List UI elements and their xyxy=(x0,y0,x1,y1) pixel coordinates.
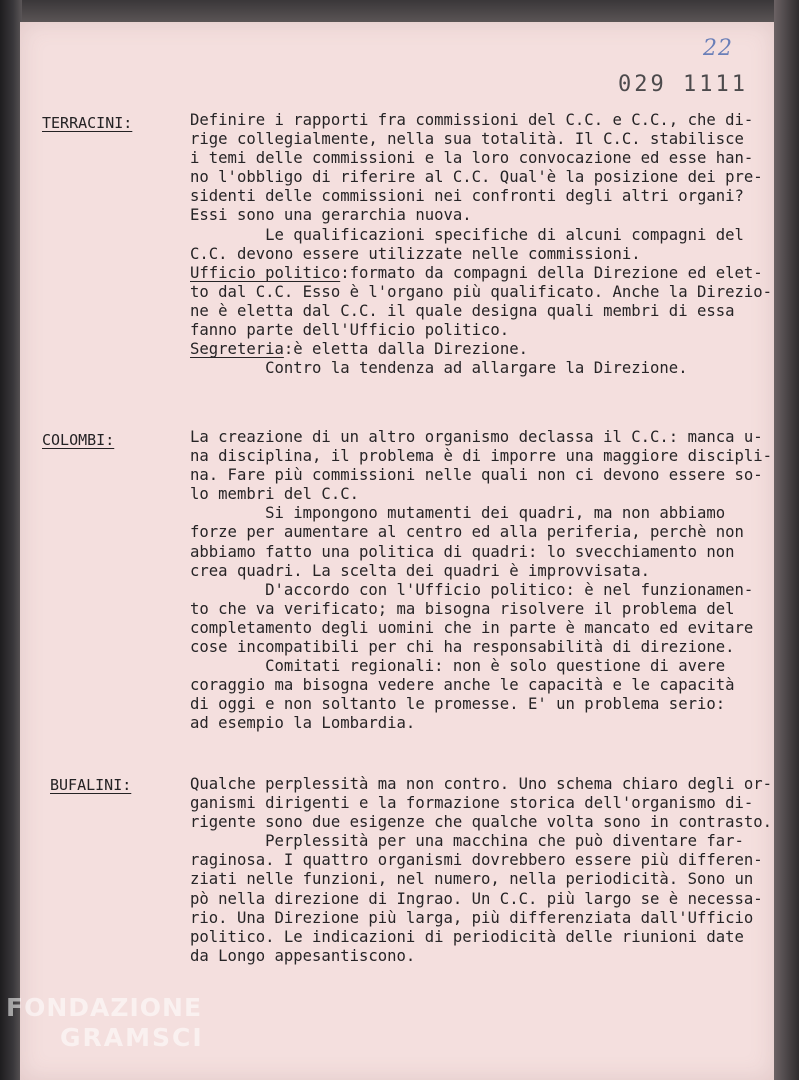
text-line: politico. Le indicazioni di periodicità delle riunioni date xyxy=(190,927,744,946)
text-line: abbiamo fatto una politica di quadri: lo svecchiamento non xyxy=(190,542,735,561)
handwritten-page-number: 22 xyxy=(703,36,733,61)
document-number: 029 1111 xyxy=(618,72,748,97)
text-line: completamento degli uomini che in parte è mancato ed evitare xyxy=(190,618,754,637)
text-line: Le qualificazioni specifiche di alcuni compagni del xyxy=(190,225,744,244)
speaker-bufalini: BUFALINI: xyxy=(50,776,132,794)
text-line: Contro la tendenza ad allargare la Direzione. xyxy=(190,359,688,378)
text-line: sidenti delle commissioni nei confronti degli altri organi? xyxy=(190,187,744,206)
ufficio-politico-label: Ufficio politico xyxy=(190,263,341,282)
text-line: Perplessità per una macchina che può diventare far- xyxy=(190,832,744,851)
text-line: ganismi dirigenti e la formazione storica dell'organismo di- xyxy=(190,794,754,813)
text-line: to che va verificato; ma bisogna risolvere il problema del xyxy=(190,599,735,618)
text-line: Si impongono mutamenti dei quadri, ma non abbiamo xyxy=(190,504,726,523)
text-line: na disciplina, il problema è di imporre una maggiore discipli- xyxy=(190,447,773,466)
bufalini-statement xyxy=(190,775,775,966)
text-line: Definire i rapporti fra commissioni del C.C. e C.C., che di- xyxy=(190,111,754,129)
text-line: na. Fare più commissioni nelle quali non ci devono essere so- xyxy=(190,466,763,485)
text-line: coraggio ma bisogna vedere anche le capacità e le capacità xyxy=(190,676,735,695)
text-line: La creazione di un altro organismo declassa il C.C.: manca u- xyxy=(190,428,763,446)
text-line: C.C. devono essere utilizzate nelle commissioni. xyxy=(190,244,641,263)
text-line: ne è eletta dal C.C. il quale designa quali membri di essa xyxy=(190,301,735,320)
text-line: ad esempio la Lombardia. xyxy=(190,714,416,733)
text-line: i temi delle commissioni e la loro convocazione ed esse han- xyxy=(190,149,754,168)
text-line: rige collegialmente, nella sua totalità. Il C.C. stabilisce xyxy=(190,130,744,149)
colombi-statement xyxy=(190,428,775,734)
ufficio-politico-text: :formato da compagni della Direzione ed elet- xyxy=(340,263,763,282)
watermark-line2: GRAMSCI xyxy=(60,1023,204,1052)
fondazione-gramsci-watermark xyxy=(6,993,204,1053)
segreteria-text: :è eletta dalla Direzione. xyxy=(283,340,528,359)
segreteria-line xyxy=(190,340,775,359)
text-line: fanno parte dell'Ufficio politico. xyxy=(190,321,510,340)
watermark-line1: FONDAZIONE xyxy=(6,993,203,1022)
text-line: rigente sono due esigenze che qualche volta sono in contrasto. xyxy=(190,813,773,832)
text-line: da Longo appesantiscono. xyxy=(190,946,416,965)
text-line: no l'obbligo di riferire al C.C. Qual'è la posizione dei pre- xyxy=(190,168,763,187)
text-line: Comitati regionali: non è solo questione di avere xyxy=(190,657,726,676)
segreteria-label: Segreteria xyxy=(190,340,284,359)
terracini-statement xyxy=(190,111,775,378)
text-line: Essi sono una gerarchia nuova. xyxy=(190,206,472,225)
scan-right-edge xyxy=(774,0,799,1080)
text-line: forze per aumentare al centro ed alla periferia, perchè non xyxy=(190,523,744,542)
text-line: lo membri del C.C. xyxy=(190,485,359,504)
text-line: crea quadri. La scelta dei quadri è improvvisata. xyxy=(190,561,651,580)
text-line: Qualche perplessità ma non contro. Uno schema chiaro degli or- xyxy=(190,775,773,793)
text-line: pò nella direzione di Ingrao. Un C.C. più largo se è necessa- xyxy=(190,889,763,908)
text-line: raginosa. I quattro organismi dovrebbero essere più differen- xyxy=(190,851,763,870)
text-line: rio. Una Direzione più larga, più differenziata dall'Ufficio xyxy=(190,908,754,927)
text-line: di oggi e non soltanto le promesse. E' un problema serio: xyxy=(190,695,726,714)
text-line: cose incompatibili per chi ha responsabilità di direzione. xyxy=(190,638,735,657)
scan-top-edge xyxy=(0,0,799,22)
text-line: ziati nelle funzioni, nel numero, nella periodicità. Sono un xyxy=(190,870,754,889)
speaker-colombi: COLOMBI: xyxy=(42,431,115,449)
text-line: D'accordo con l'Ufficio politico: è nel funzionamen- xyxy=(190,580,754,599)
ufficio-politico-line xyxy=(190,264,775,283)
scan-binding-edge xyxy=(0,0,22,1080)
text-line: to dal C.C. Esso è l'organo più qualificato. Anche la Direzio- xyxy=(190,282,773,301)
speaker-terracini: TERRACINI: xyxy=(42,114,133,132)
